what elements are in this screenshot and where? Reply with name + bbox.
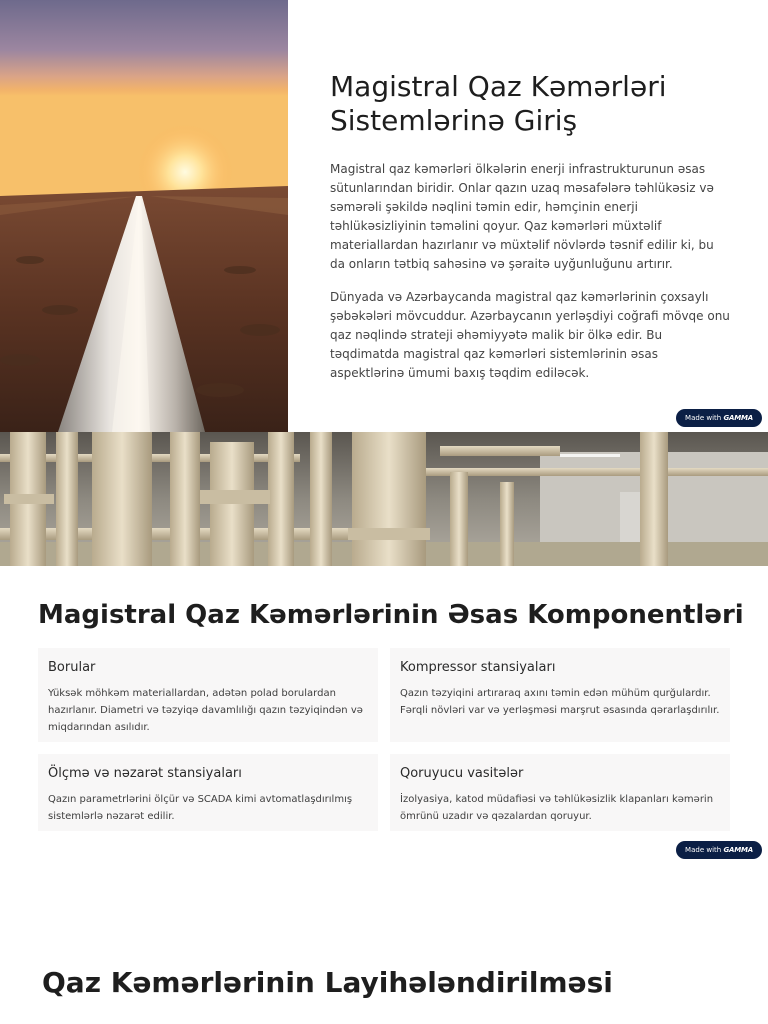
card-text: İzolyasiya, katod müdafiəsi və təhlükəsizlik klapanları kəmərin ömrünü uzadır və qəzalardan qoruyur. — [400, 794, 714, 822]
card-text: Qazın təzyiqini artıraraq axını təmin edən mühüm qurğulardır. Fərqli növləri var və yerləşməsi marşrut əsasında qərarlaşdırılır. — [400, 688, 720, 716]
card-title: Kompressor stansiyaları — [400, 660, 556, 675]
intro-paragraph-1: Magistral qaz kəmərləri ölkələrin enerji infrastrukturunun əsas sütunlarından biridir. Onlar qazın uzaq məsafələrə təhlükəsiz və səmərəli şəkildə nəqlini təmin edir, həmçinin enerji təhlükəsizliyinin təməlini qoyur. Qaz kəmərləri müxtəlif materiallardan hazırlanır və müxtəlif növlərdə təsnif edilir ki, bu da onların tətbiq sahəsinə və şəraitə uyğunluğunu artırır. — [330, 162, 714, 271]
component-card-compressor-stations — [390, 648, 730, 742]
card-text: Yüksək möhkəm materiallardan, adətən polad borulardan hazırlanır. Diametri və təzyiqə davamlılığı qazın təzyiqindən və miqdarından asılıdır. — [48, 688, 363, 733]
compressor-plant-image — [0, 432, 768, 566]
badge-prefix: Made with — [685, 846, 722, 854]
card-text: Qazın parametrlərini ölçür və SCADA kimi avtomatlaşdırılmış sistemlərlə nəzarət edilir. — [48, 794, 353, 822]
component-card-pipes — [38, 648, 378, 742]
components-title: Magistral Qaz Kəmərlərinin Əsas Komponentləri — [38, 600, 744, 630]
gamma-logo: GAMMA — [723, 846, 753, 854]
component-card-protection — [390, 754, 730, 831]
made-with-gamma-badge[interactable] — [676, 841, 762, 859]
card-title: Qoruyucu vasitələr — [400, 766, 524, 781]
design-title: Qaz Kəmərlərinin Layihələndirilməsi — [42, 966, 613, 999]
component-card-metering-stations — [38, 754, 378, 831]
card-title: Ölçmə və nəzarət stansiyaları — [48, 766, 242, 781]
made-with-gamma-badge[interactable] — [676, 409, 762, 427]
gamma-logo: GAMMA — [723, 414, 753, 422]
slide-intro — [0, 0, 768, 432]
pipeline-sunset-image — [0, 0, 288, 432]
intro-title: Magistral Qaz Kəmərləri Sistemlərinə Giriş — [330, 70, 667, 137]
intro-paragraph-2: Dünyada və Azərbaycanda magistral qaz kəmərlərinin çoxsaylı şəbəkələri mövcuddur. Azərbaycanın yerləşdiyi coğrafi mövqe onu qaz nəqlində strateji əhəmiyyətə malik bir ölkə edir. Bu təqdimatda magistral qaz kəmərləri sistemlərinin əsas aspektlərinə ümumi baxış təqdim ediləcək. — [330, 290, 730, 380]
card-title: Borular — [48, 660, 96, 675]
intro-text-block — [330, 70, 730, 397]
badge-prefix: Made with — [685, 414, 722, 422]
